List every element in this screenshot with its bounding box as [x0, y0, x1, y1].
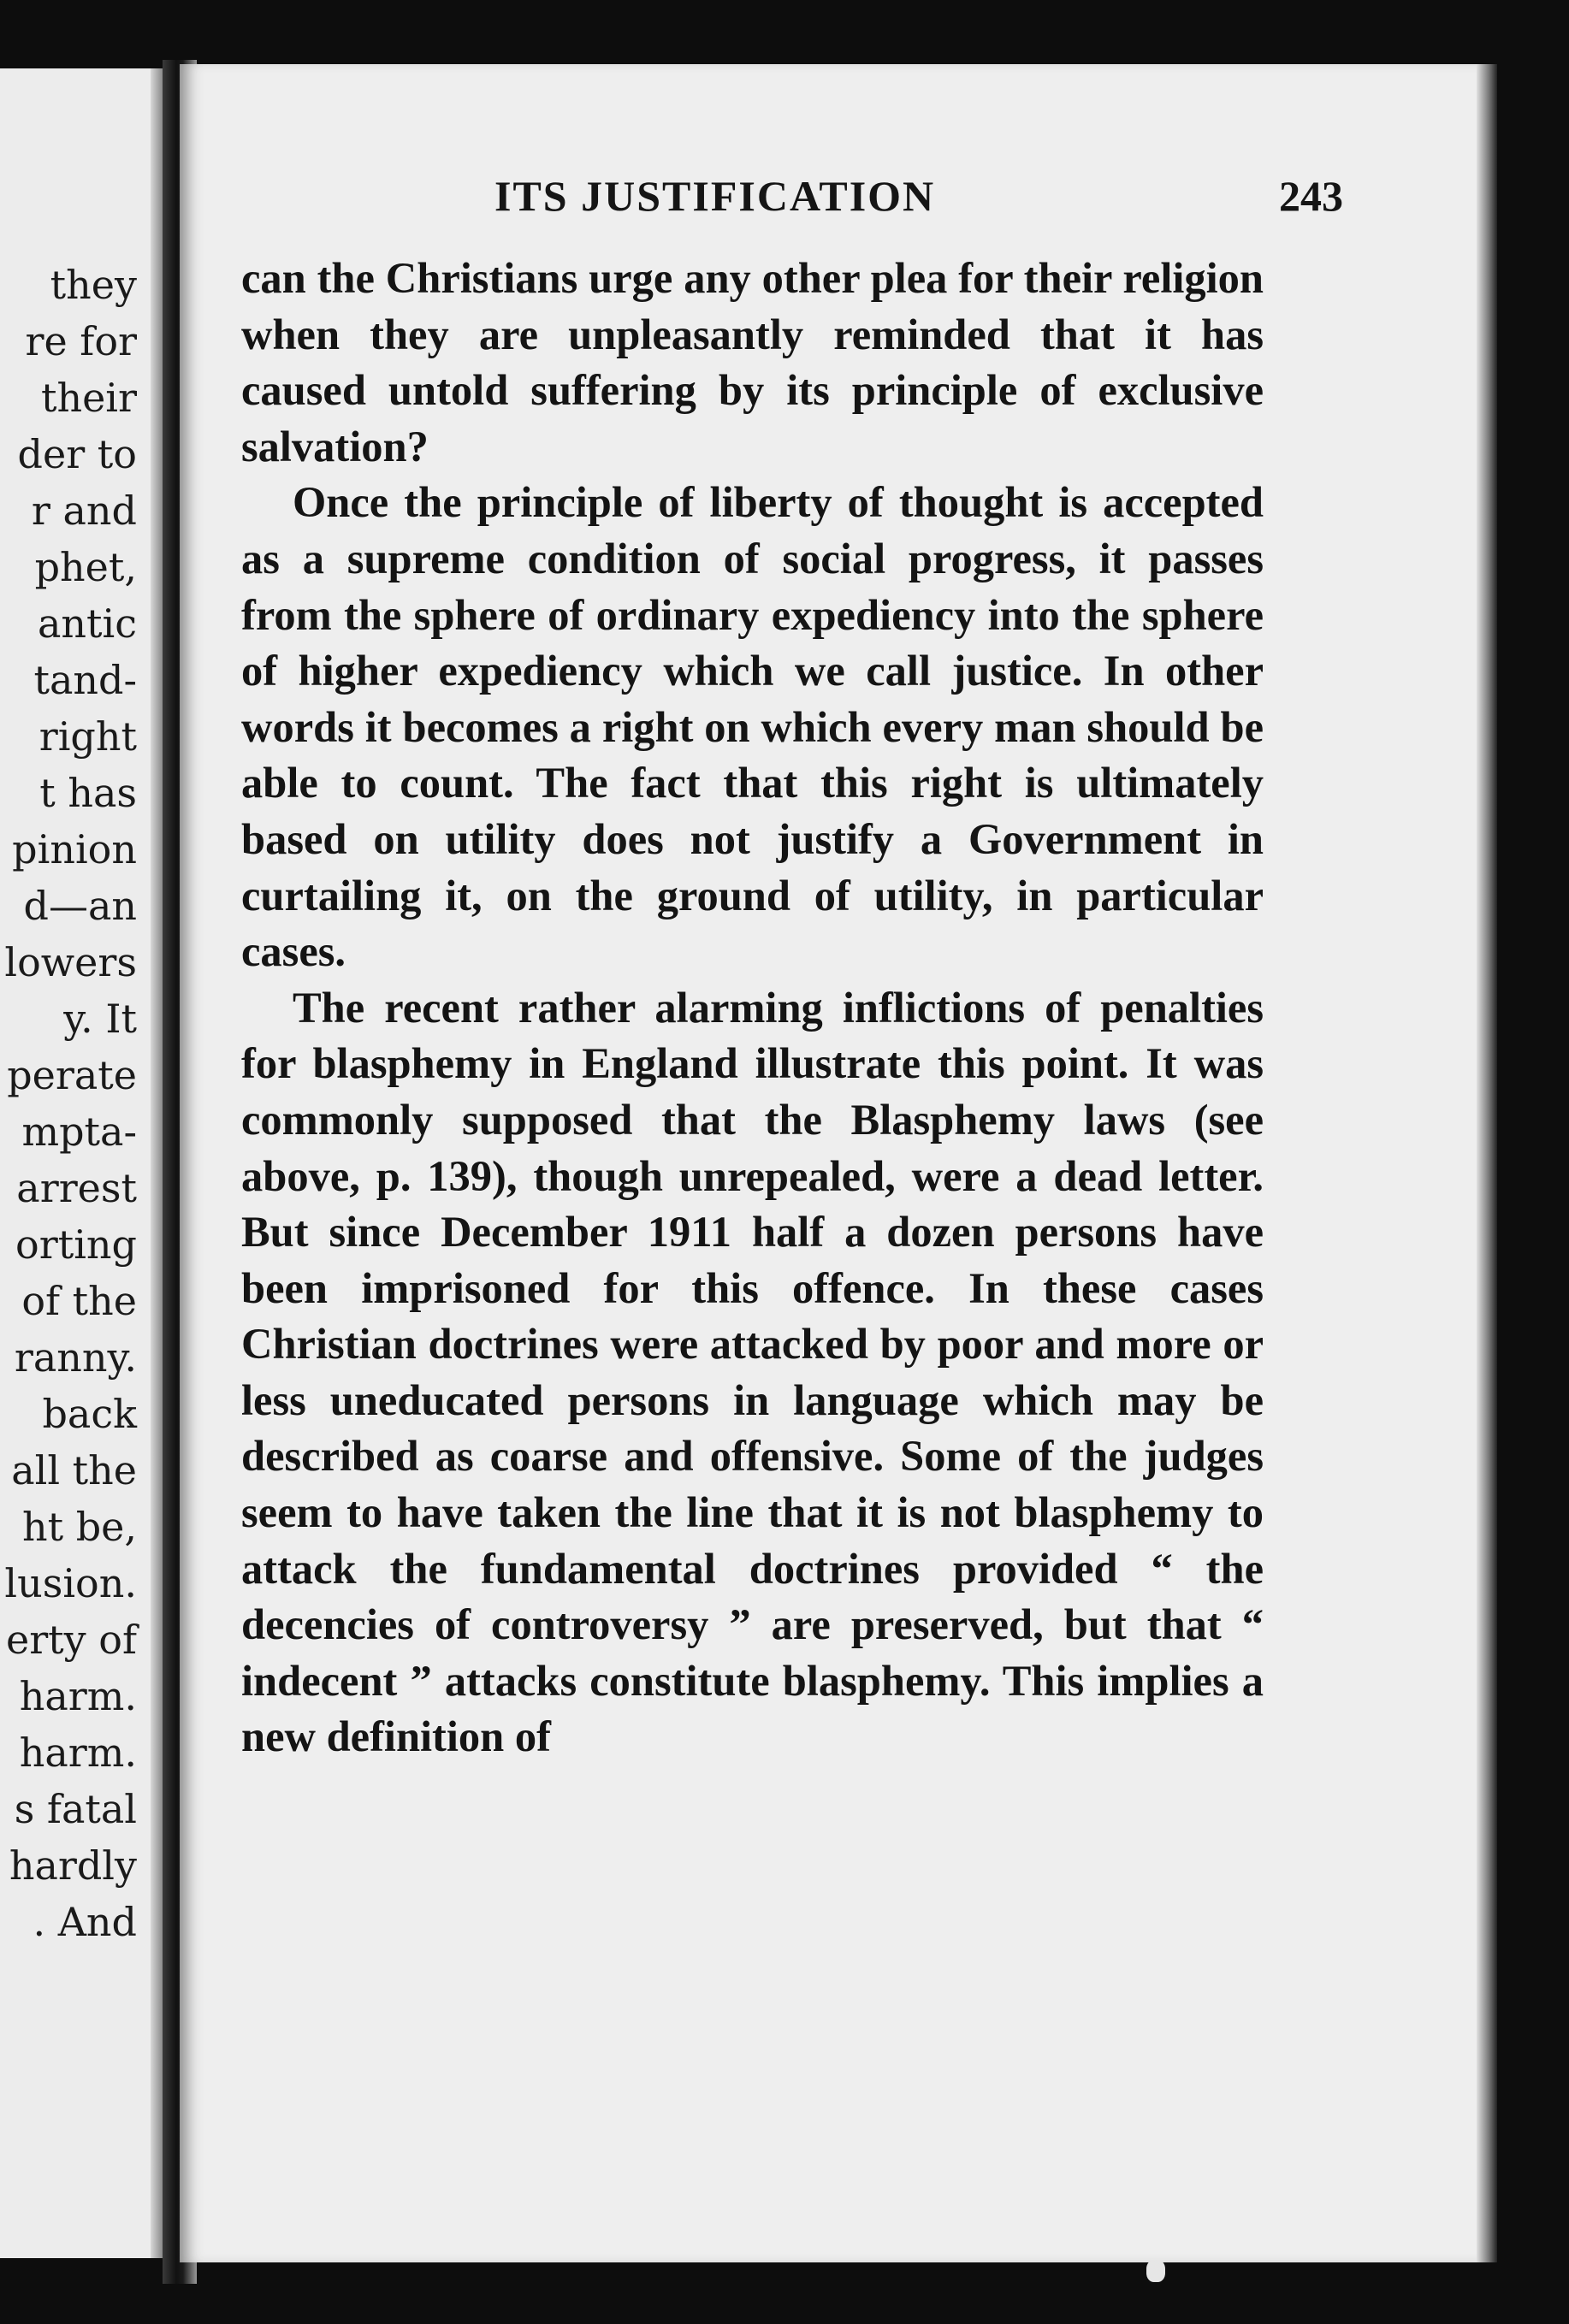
left-page-line: ht be,: [21, 1504, 137, 1550]
left-page-line: mpta-: [21, 1109, 137, 1155]
left-page-line: y. It: [63, 996, 137, 1042]
left-page-line: all the: [11, 1447, 137, 1493]
left-page-line: antic: [37, 600, 137, 647]
left-page-line: ranny.: [14, 1334, 137, 1381]
left-page-line: harm.: [19, 1730, 137, 1776]
paragraph-3: The recent rather alarming inflictions of penalties for blasphemy in England illustrate this point. It was commonly supposed that the Blasphemy laws (see above, p. 139), though unrepealed, were a dead letter. But since December 1911 half a dozen persons have been imprisoned for this offence. In these cases Christian doctrines were attacked by poor and more or less uneducated persons in language which may be described as coarse and offensive. Some of the judges seem to have taken the line that it is not blasphemy to attack the fundamental doctrines provided “ the decencies of controversy ” are preserved, but that “ indecent ” attacks constitute blasphemy. This implies a new definition of: [241, 983, 1264, 1761]
paragraph-2: Once the principle of liberty of thought is accepted as a supreme condition of social progress, it passes from the sphere of ordinary expediency into the sphere of higher expediency which we call justice. In other words it becomes a right on which every man should be able to count. The fact that this right is ultimately based on utility does not justify a Government in curtailing it, on the ground of utility, in particular cases.: [241, 478, 1264, 976]
paragraph-1: can the Christians urge any other plea for their religion when they are unpleasantly reminded that it has caused untold suffering by its principle of exclusive salvation?: [241, 254, 1264, 470]
left-page-line: harm.: [19, 1673, 137, 1719]
right-page-edge: [1477, 64, 1497, 2262]
right-page: [180, 64, 1497, 2262]
left-page-line: phet,: [34, 544, 137, 590]
left-page-line: . And: [33, 1899, 137, 1945]
page-number: 243: [1279, 172, 1343, 220]
left-page-line: back: [42, 1391, 137, 1437]
left-page-line: they: [50, 262, 137, 308]
left-page-line: right: [38, 713, 137, 760]
left-page-line: lusion.: [4, 1560, 137, 1606]
left-page-line: of the: [21, 1278, 137, 1324]
left-page-line: orting: [15, 1221, 137, 1268]
left-page-text-fragments: [0, 257, 137, 1950]
page-header: [180, 171, 1497, 231]
running-head: ITS JUSTIFICATION: [494, 172, 936, 220]
left-page-line: s fatal: [14, 1786, 137, 1832]
left-page-line: d—an: [23, 883, 137, 929]
left-page-line: r and: [31, 488, 137, 534]
left-page-line: re for: [25, 318, 137, 364]
left-page-shadow: [151, 68, 163, 2258]
left-page-line: t has: [39, 770, 137, 816]
left-page-line: pinion: [12, 826, 137, 872]
left-page-line: hardly: [9, 1842, 137, 1889]
left-page-line: erty of: [5, 1617, 137, 1663]
body-text: [241, 251, 1264, 1765]
left-page-line: their: [40, 375, 137, 421]
left-page-line: tand-: [33, 657, 137, 703]
scan-speck: [1146, 2260, 1165, 2282]
left-page-line: lowers: [4, 939, 137, 985]
left-facing-page: [0, 68, 163, 2258]
left-page-line: perate: [7, 1052, 137, 1098]
left-page-line: der to: [17, 431, 137, 477]
left-page-line: arrest: [16, 1165, 137, 1211]
